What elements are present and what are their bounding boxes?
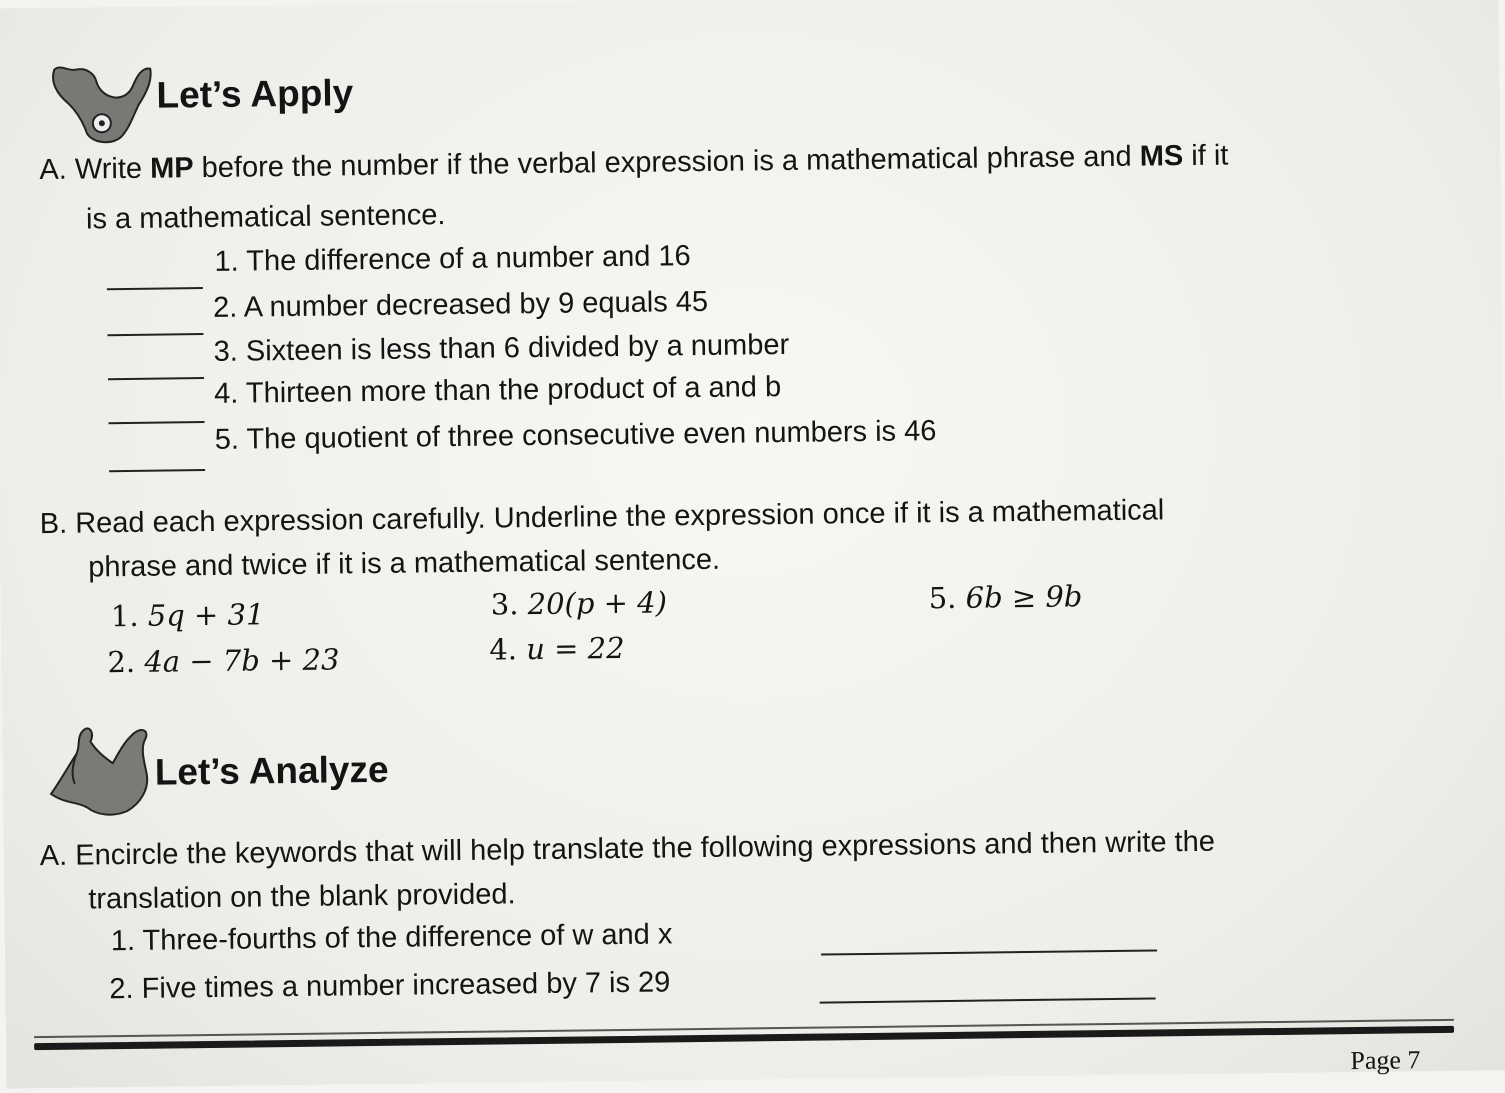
apply-a-text: Write [74,152,151,186]
expression-number: 3. [490,587,519,622]
analyze-a-instruction-line1 [39,825,1216,873]
answer-blank[interactable] [108,410,204,429]
expression-item-3 [491,585,668,621]
apply-title: Let’s Apply [156,72,354,116]
list-item: 1. The difference of a number and 16 [214,240,691,278]
answer-blank[interactable] [107,276,203,295]
translation-blank[interactable] [821,938,1157,960]
apply-a-letter: A. [39,153,68,187]
apply-a-instruction-line1 [39,139,1229,187]
page-number: Page 7 [1350,1045,1421,1076]
answer-blank[interactable] [107,322,203,341]
apply-b-instruction-line1 [40,496,1165,539]
apply-b-letter: B. [39,507,68,541]
expression-item-4 [489,631,625,667]
expression: u = 22 [526,630,625,667]
ms-keyword: MS [1139,140,1184,173]
apply-hands-icon [46,59,157,148]
translation-blank[interactable] [820,986,1156,1008]
analyze-title: Let’s Analyze [154,748,389,793]
expression-item-1 [111,597,265,633]
list-item: 3. Sixteen is less than 6 divided by a number [213,328,790,368]
apply-a-text: if it [1183,139,1229,173]
analyze-hands-icon [46,723,157,820]
list-item: 2. A number decreased by 9 equals 45 [212,285,709,324]
answer-blank[interactable] [109,458,205,477]
expression-number: 4. [489,632,518,667]
apply-b-text: Read each expression carefully. Underline the expression once if it is a mathematical [75,494,1165,540]
analyze-a-instruction-line2: translation on the blank provided. [88,878,516,916]
analyze-a-letter: A. [39,839,68,873]
analyze-a-text: Encircle the keywords that will help translate the following expressions and then write the [75,825,1216,872]
expression-item-2 [107,642,339,679]
list-item: 2. Five times a number increased by 7 is 29 [109,966,671,1006]
expression: 4a − 7b + 23 [144,642,340,679]
apply-a-instruction-line2: is a mathematical sentence. [85,199,446,236]
answer-blank[interactable] [108,366,204,385]
expression: 20(p + 4) [527,585,668,622]
expression-number: 5. [928,580,957,616]
expression-number: 2. [107,644,136,680]
expression-number: 1. [110,598,139,634]
apply-a-text: before the number if the verbal expression is a mathematical phrase and [193,140,1140,185]
expression: 5q + 31 [147,597,265,633]
expression: 6b ≥ 9b [965,579,1083,615]
list-item: 1. Three-fourths of the difference of w and x [110,918,673,958]
apply-b-instruction-line2: phrase and twice if it is a mathematical sentence. [88,543,721,584]
expression-item-5 [929,579,1083,615]
list-item: 4. Thirteen more than the product of a and b [213,370,782,410]
list-item: 5. The quotient of three consecutive even numbers is 46 [214,415,937,456]
mp-keyword: MP [149,152,194,185]
